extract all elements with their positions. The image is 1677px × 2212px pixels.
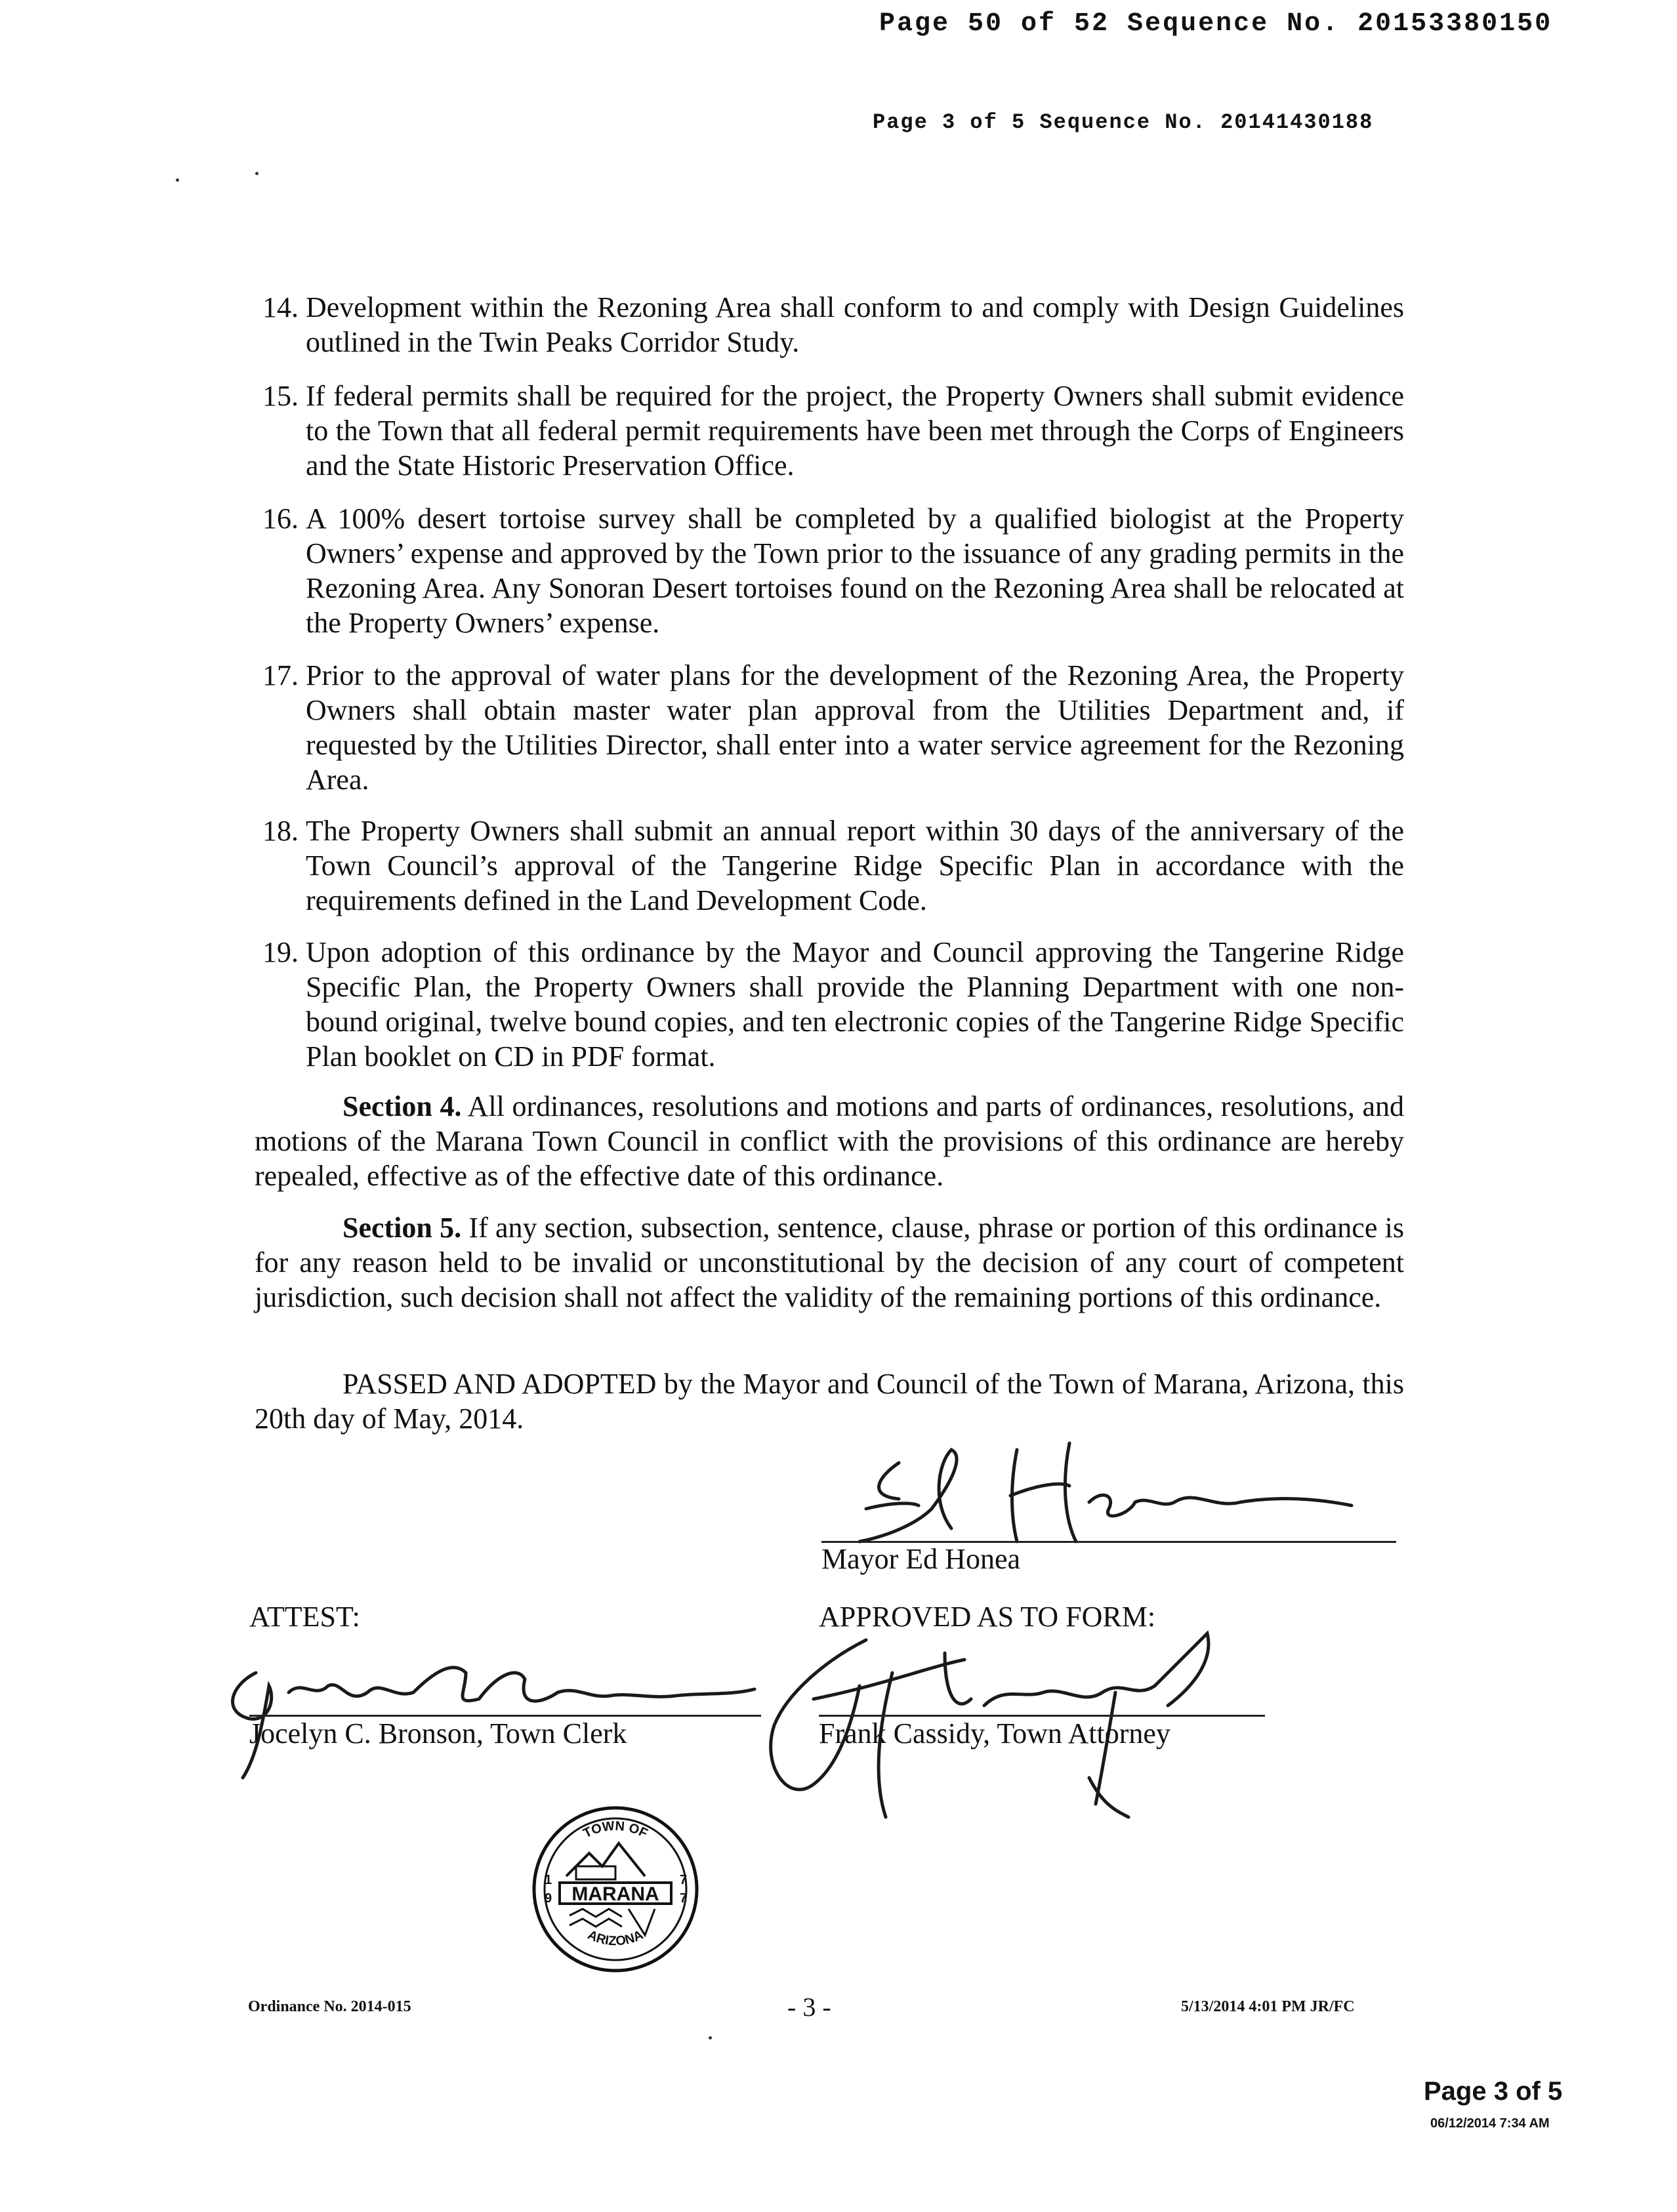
condition-number: 15. xyxy=(262,380,299,412)
approved-label: APPROVED AS TO FORM: xyxy=(819,1601,1156,1633)
condition-number: 17. xyxy=(262,659,299,691)
condition-number: 19. xyxy=(262,936,299,968)
header-sequence-stamp-secondary: Page 3 of 5 Sequence No. 20141430188 xyxy=(873,110,1374,134)
condition-text: Prior to the approval of water plans for the development of the Rezoning Area, the Property Owners shall obtain master water plan approval from the Utilities Department and, if requested by the Utilities Director, shall enter into a water service agreement for the Rezoning Area. xyxy=(306,659,1404,796)
seal-top-text: TOWN OF xyxy=(581,1818,650,1841)
section-label: Section 4. xyxy=(342,1090,462,1122)
seal-year-right: 7 xyxy=(680,1891,688,1906)
section-text: All ordinances, resolutions and motions and parts of ordinances, resolutions, and motions of the Marana Town Council in conflict with the provisions of this ordinance are hereby repealed, effective as of the effective date of this ordinance. xyxy=(255,1090,1404,1192)
attorney-caption: Frank Cassidy, Town Attorney xyxy=(819,1717,1170,1750)
scan-speck xyxy=(255,172,259,175)
clerk-signature-line xyxy=(249,1715,761,1717)
condition-text: If federal permits shall be required for the project, the Property Owners shall submit evidence to the Town that all federal permit requirements have been met through the Corps of Engineers and the State Historic Preservation Office. xyxy=(306,380,1404,481)
page-number: - 3 - xyxy=(787,1992,831,2022)
passed-text: PASSED AND ADOPTED by the Mayor and Council of the Town of Marana, Arizona, this 20th day of May, 2014. xyxy=(255,1368,1404,1435)
seal-year-left: 9 xyxy=(545,1891,552,1906)
scan-speck xyxy=(176,178,179,182)
svg-text:ARIZONA xyxy=(585,1928,646,1949)
condition-text: Development within the Rezoning Area shall conform to and comply with Design Guidelines outlined in the Twin Peaks Corridor Study. xyxy=(306,291,1404,358)
seal-year-right: 7 xyxy=(680,1873,688,1887)
condition-16 xyxy=(262,501,1404,640)
mayor-caption: Mayor Ed Honea xyxy=(821,1543,1021,1575)
attest-label: ATTEST: xyxy=(249,1601,360,1633)
attorney-signature-line xyxy=(819,1715,1265,1717)
section-label: Section 5. xyxy=(342,1212,462,1244)
clerk-signature xyxy=(217,1633,781,1784)
condition-number: 14. xyxy=(262,291,299,323)
condition-text: Upon adoption of this ordinance by the Mayor and Council approving the Tangerine Ridge Specific Plan, the Property Owners shall provide the Planning Department with one non-bound original, twelve bound copies, and ten electronic copies of the Tangerine Ridge Specific Plan booklet on CD in PDF format. xyxy=(306,936,1404,1073)
condition-15 xyxy=(262,379,1404,483)
condition-text: A 100% desert tortoise survey shall be completed by a qualified biologist at the Property Owners’ expense and approved by the Town prior to the issuance of any grading permits in the Rezoning Area. Any Sonoran Desert tortoises found on the Rezoning Area shall be relocated at the Property Owners’ expense. xyxy=(306,502,1404,639)
section-5 xyxy=(255,1210,1404,1315)
condition-text: The Property Owners shall submit an annual report within 30 days of the anniversary of the Town Council’s approval of the Tangerine Ridge Specific Plan in accordance with the requirements defined in the Land Development Code. xyxy=(306,815,1404,916)
condition-number: 18. xyxy=(262,815,299,847)
section-text: If any section, subsection, sentence, clause, phrase or portion of this ordinance is for any reason held to be invalid or unconstitutional by the decision of any court of competent jurisdiction, such decision shall not affect the validity of the remaining portions of this ordinance. xyxy=(255,1212,1404,1313)
section-4 xyxy=(255,1089,1404,1193)
seal-bottom-text: ARIZONA xyxy=(585,1927,646,1949)
header-sequence-stamp: Page 50 of 52 Sequence No. 20153380150 xyxy=(879,9,1553,39)
town-seal xyxy=(530,1804,701,1975)
condition-19 xyxy=(262,935,1404,1074)
recorder-datetime-stamp: 06/12/2014 7:34 AM xyxy=(1430,2116,1550,2131)
seal-name: MARANA xyxy=(571,1883,659,1905)
condition-number: 16. xyxy=(262,502,299,535)
condition-17 xyxy=(262,658,1404,797)
passed-and-adopted xyxy=(255,1366,1404,1436)
condition-14 xyxy=(262,290,1404,359)
recorder-page-stamp: Page 3 of 5 xyxy=(1424,2077,1563,2106)
seal-year-left: 1 xyxy=(545,1873,552,1887)
scan-speck xyxy=(709,2036,712,2039)
mayor-signature xyxy=(820,1437,1411,1548)
condition-18 xyxy=(262,813,1404,918)
clerk-caption: Jocelyn C. Bronson, Town Clerk xyxy=(249,1717,627,1750)
ordinance-number: Ordinance No. 2014-015 xyxy=(248,1998,411,2015)
draft-timestamp: 5/13/2014 4:01 PM JR/FC xyxy=(1181,1998,1355,2015)
